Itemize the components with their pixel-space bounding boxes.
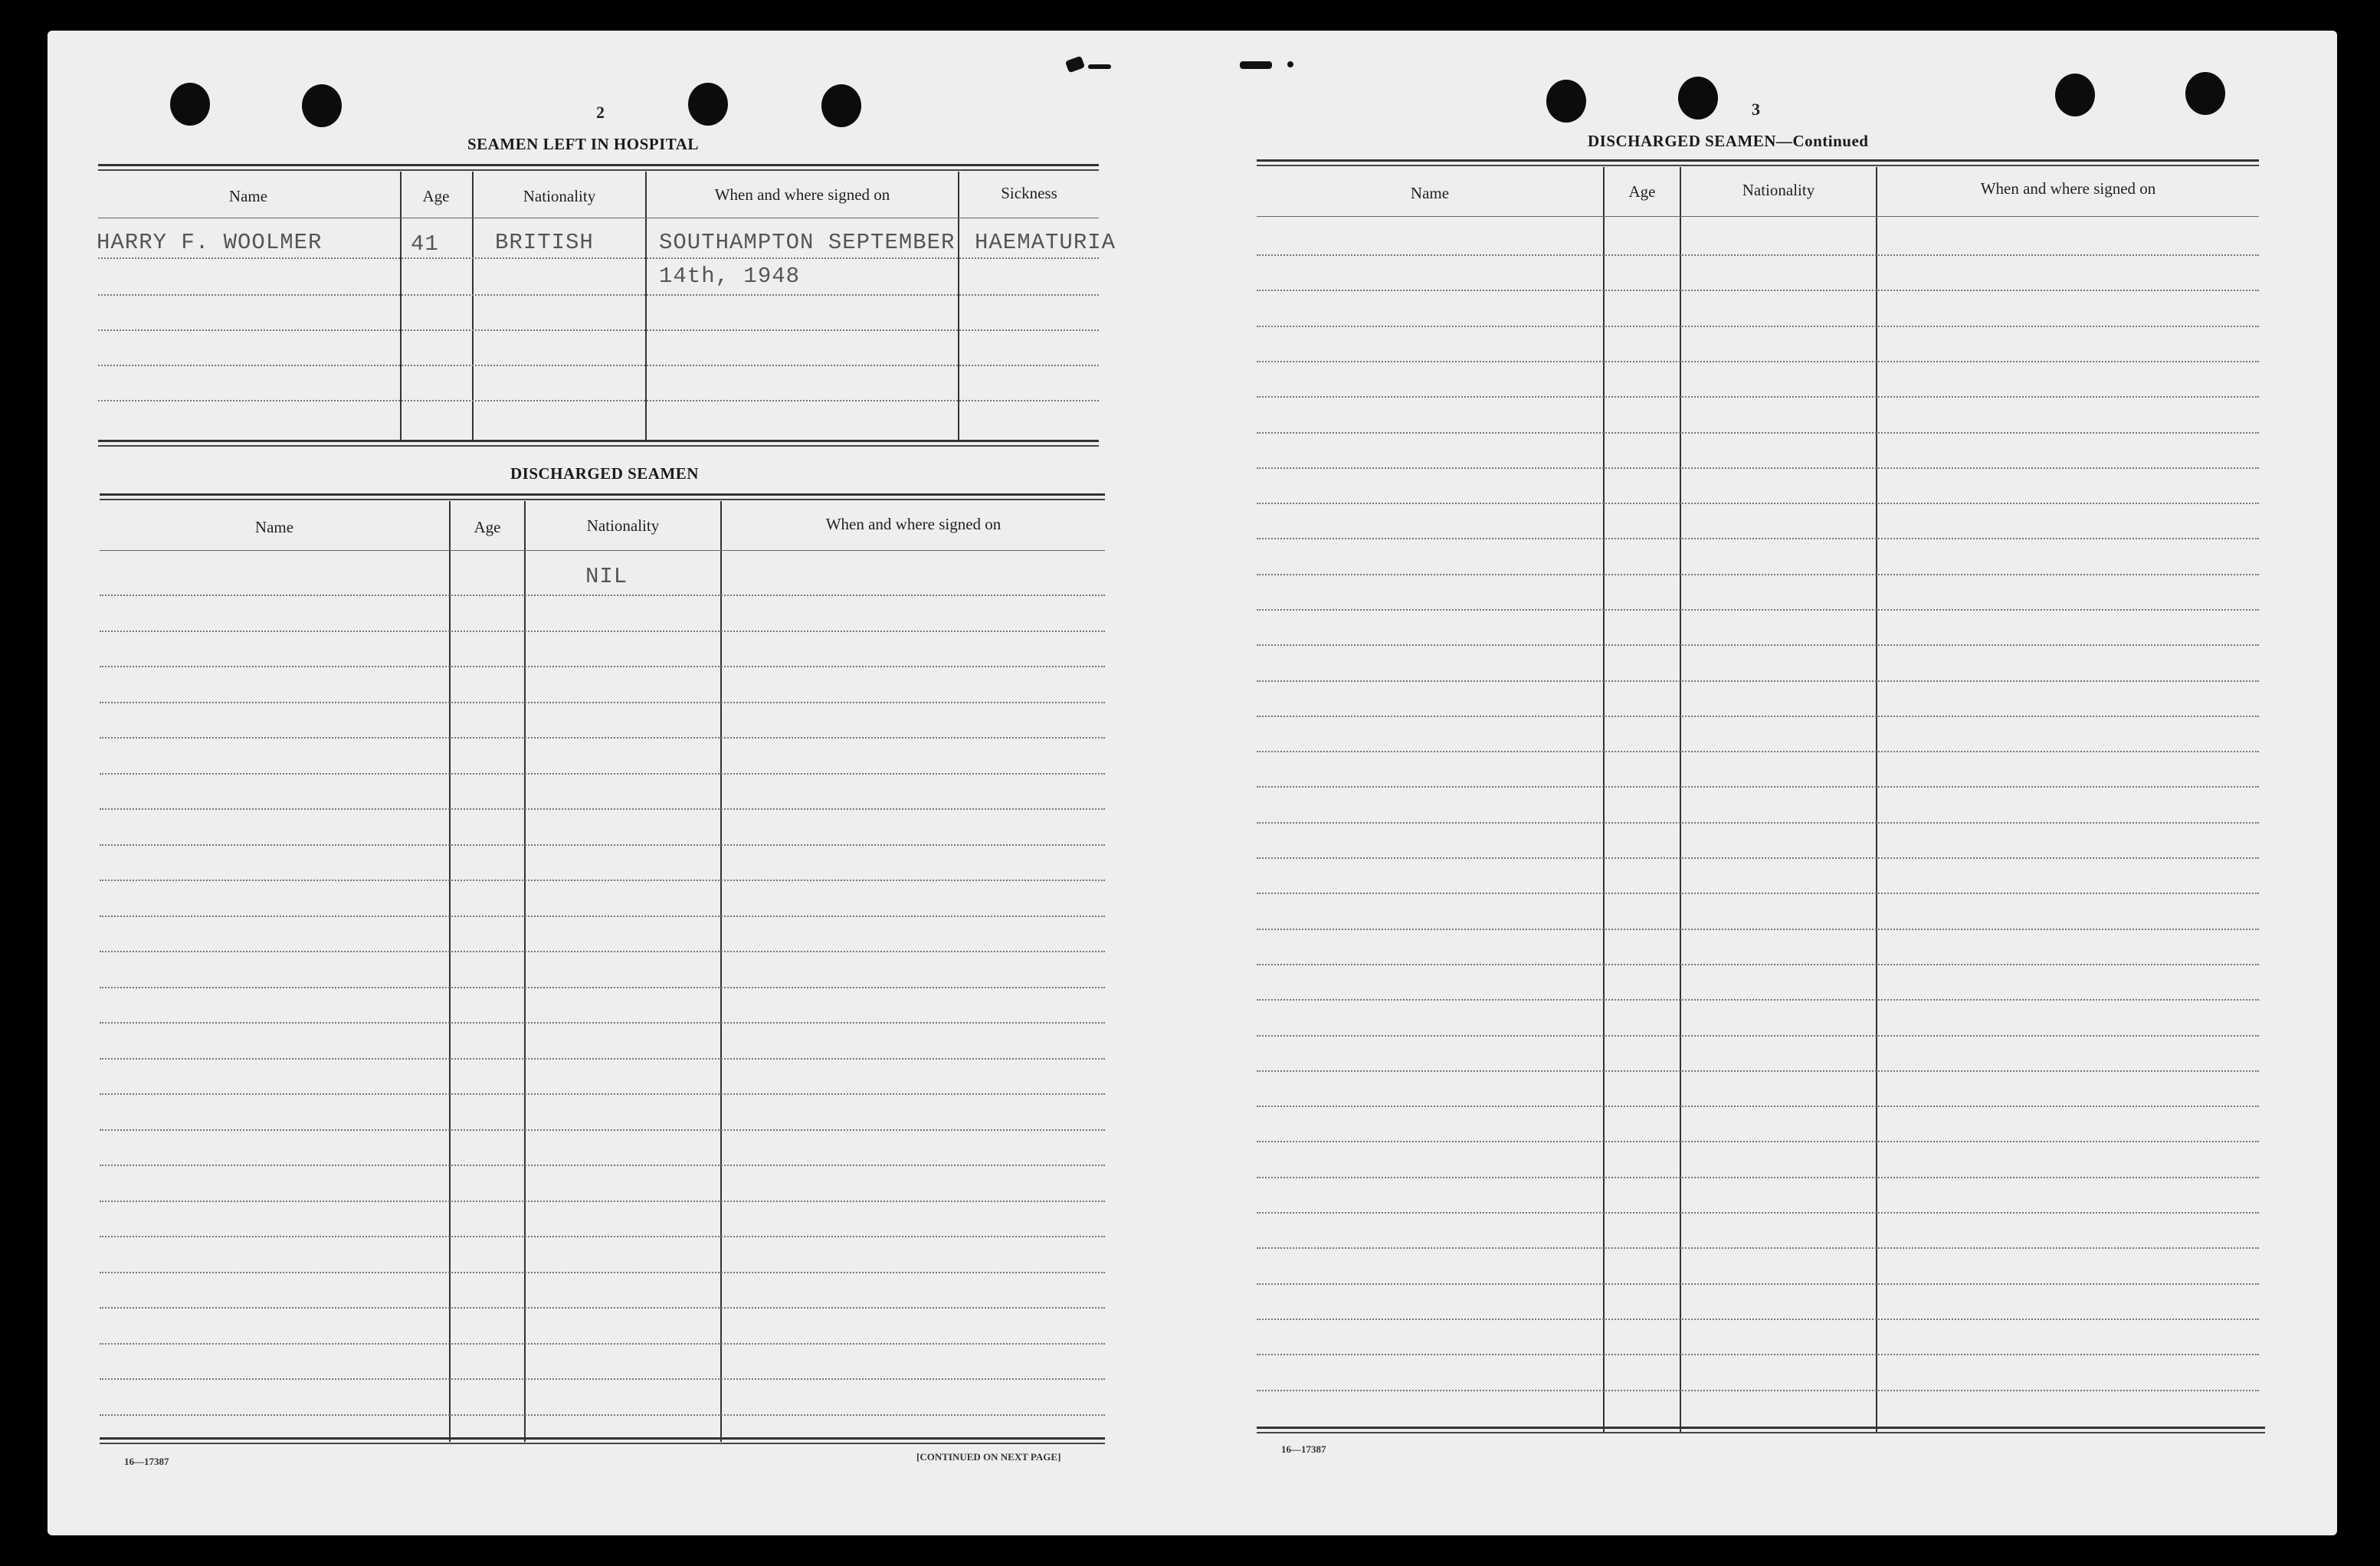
entry-line [1257,503,2259,504]
seaman-sickness: HAEMATURIA [975,230,1116,255]
entry-line [1257,1354,2259,1355]
column-divider [1603,167,1605,1433]
table-top-rule [100,499,1105,500]
ink-mark [1287,61,1293,67]
column-header-age: Age [1628,182,1656,201]
entry-line [1257,361,2259,362]
entry-line [100,702,1105,703]
entry-line [1257,396,2259,398]
entry-line [1257,893,2259,894]
entry-line [1257,609,2259,611]
column-header-nationality: Nationality [523,187,596,205]
hospital-section-title: SEAMEN LEFT IN HOSPITAL [467,135,699,153]
column-divider [449,501,451,1442]
entry-line [100,1201,1105,1202]
entry-line [100,1378,1105,1380]
entry-line [1257,644,2259,646]
form-number: 16—17387 [124,1456,169,1467]
form-number: 16—17387 [1281,1443,1326,1455]
entry-line [1257,1212,2259,1214]
entry-line [1257,574,2259,575]
entry-line [100,987,1105,988]
entry-line [1257,432,2259,434]
entry-line [1257,716,2259,717]
entry-line [1257,290,2259,291]
entry-line [100,1093,1105,1095]
punch-hole [1546,80,1586,123]
page-number: 3 [1752,100,1760,119]
column-header-name: Name [1410,184,1450,202]
header-underline [100,550,1105,551]
entry-line [98,329,1099,331]
discharged-section-title: DISCHARGED SEAMEN [510,464,699,483]
entry-line [100,844,1105,846]
punch-hole [688,83,728,126]
table-bottom-rule [98,440,1099,442]
seaman-nationality: BRITISH [495,230,594,255]
entry-line [1257,857,2259,859]
entry-line [100,1343,1105,1345]
entry-line [100,1129,1105,1131]
entry-line [1257,1247,2259,1249]
entry-line [1257,1070,2259,1072]
column-header-signed-on: When and where signed on [714,185,890,204]
entry-line [1257,1106,2259,1107]
column-header-age: Age [474,518,501,536]
discharged-entry-nil: NIL [585,564,628,589]
signed-on-place-date: SOUTHAMPTON SEPTEMBER [659,230,956,255]
table-top-rule [98,169,1099,171]
table-top-rule [100,493,1105,496]
punch-hole [302,84,342,127]
header-underline [1257,216,2259,217]
entry-line [1257,751,2259,752]
table-bottom-rule [1257,1432,2265,1433]
entry-line [1257,786,2259,788]
entry-line [100,737,1105,739]
column-header-signed-on: When and where signed on [1980,179,2156,198]
column-header-sickness: Sickness [1001,184,1057,202]
entry-line [100,631,1105,632]
entry-line [100,808,1105,810]
discharged-continued-title [1588,132,1868,151]
column-header-nationality: Nationality [1742,181,1815,199]
column-header-name: Name [228,187,268,205]
entry-line [100,1058,1105,1060]
entry-line [1257,254,2259,256]
punch-hole [1678,77,1718,120]
entry-line [98,365,1099,366]
seaman-age: 41 [411,231,439,257]
signed-on-date: 14th, 1948 [659,264,801,289]
column-header-nationality: Nationality [586,516,660,535]
entry-line [100,1307,1105,1309]
entry-line [1257,326,2259,327]
entry-line [100,916,1105,917]
table-bottom-rule [100,1437,1105,1440]
table-top-rule [1257,159,2259,162]
page-number: 2 [596,103,605,122]
entry-line [100,880,1105,881]
entry-line [1257,1390,2259,1391]
entry-line [100,951,1105,952]
seaman-name: HARRY F. WOOLMER [97,230,323,255]
entry-line [1257,964,2259,965]
column-divider [720,501,722,1442]
entry-line [1257,822,2259,824]
column-divider [1680,167,1681,1433]
entry-line [100,1165,1105,1166]
table-top-rule [1257,165,2259,166]
entry-line [1257,929,2259,930]
entry-line [1257,1177,2259,1178]
entry-line [1257,1319,2259,1320]
entry-line [1257,999,2259,1001]
entry-line [1257,538,2259,539]
punch-hole [2055,74,2095,116]
entry-line [1257,1035,2259,1037]
manifest-sheet [48,31,2337,1535]
entry-line [100,1414,1105,1416]
punch-hole [170,83,210,126]
column-header-age: Age [422,187,450,205]
entry-line [100,1022,1105,1024]
entry-line [98,257,1099,259]
title-suffix: —Continued [1775,132,1869,150]
table-bottom-rule [1257,1427,2265,1429]
punch-hole [2185,72,2225,115]
title-text: DISCHARGED SEAMEN [1588,132,1776,150]
table-bottom-rule [100,1443,1105,1444]
entry-line [98,294,1099,296]
entry-line [100,1272,1105,1273]
continued-note: [CONTINUED ON NEXT PAGE] [916,1451,1061,1463]
column-divider [1876,167,1877,1433]
punch-hole [821,84,861,127]
table-top-rule [98,164,1099,166]
entry-line [1257,680,2259,682]
ink-mark [1088,64,1111,69]
entry-line [100,1236,1105,1237]
entry-line [1257,467,2259,469]
entry-line [100,595,1105,596]
column-header-signed-on: When and where signed on [825,515,1002,533]
entry-line [98,400,1099,401]
ink-mark [1240,61,1272,69]
entry-line [100,773,1105,775]
entry-line [1257,1141,2259,1142]
entry-line [1257,1283,2259,1285]
column-divider [524,501,526,1442]
entry-line [100,666,1105,667]
table-bottom-rule [98,445,1099,447]
column-header-name: Name [254,518,294,536]
